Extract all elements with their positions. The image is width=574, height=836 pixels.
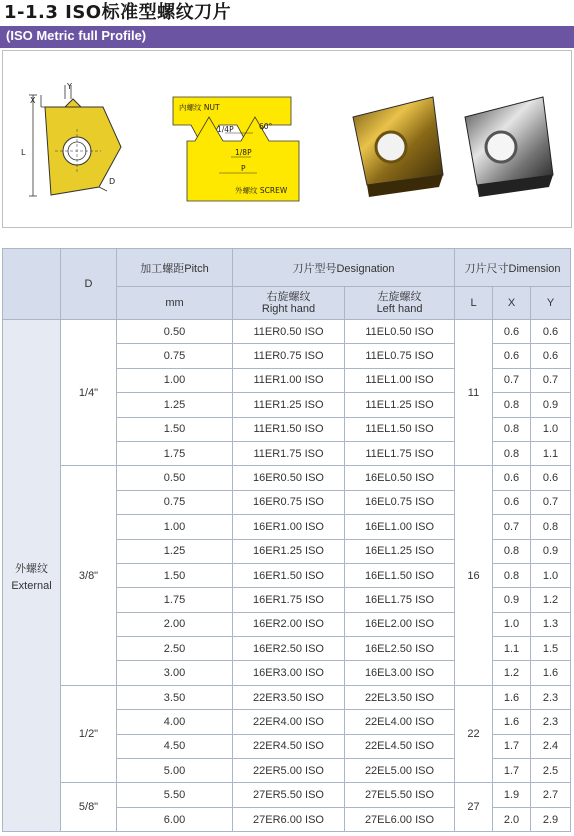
right-hand-cell: 11ER1.00 ISO xyxy=(233,368,345,392)
left-hand-cell: 16EL2.50 ISO xyxy=(345,637,455,661)
silver-insert-image xyxy=(465,97,553,197)
left-hand-cell: 16EL1.75 ISO xyxy=(345,588,455,612)
left-hand-cell: 16EL0.75 ISO xyxy=(345,490,455,514)
right-hand-cell: 11ER1.50 ISO xyxy=(233,417,345,441)
right-hand-cell: 11ER0.75 ISO xyxy=(233,344,345,368)
header-left-hand: 左旋螺纹 Left hand xyxy=(345,287,455,320)
specification-table xyxy=(2,248,571,832)
x-cell: 0.8 xyxy=(493,441,531,465)
right-hand-cell: 16ER1.50 ISO xyxy=(233,563,345,587)
x-cell: 1.1 xyxy=(493,637,531,661)
left-hand-cell: 22EL5.00 ISO xyxy=(345,759,455,783)
right-hand-cell: 11ER0.50 ISO xyxy=(233,320,345,344)
eighth-p-label: 1/8P xyxy=(235,148,252,157)
header-right-hand: 右旋螺纹 Right hand xyxy=(233,287,345,320)
y-cell: 1.6 xyxy=(531,661,571,685)
figure-svg xyxy=(3,51,571,227)
header-l: L xyxy=(455,287,493,320)
right-hand-cell: 22ER4.50 ISO xyxy=(233,734,345,758)
p-label: P xyxy=(241,164,246,173)
y-cell: 0.9 xyxy=(531,393,571,417)
left-hand-cell: 11EL0.50 ISO xyxy=(345,320,455,344)
y-cell: 2.5 xyxy=(531,759,571,783)
y-cell: 1.0 xyxy=(531,417,571,441)
x-cell: 0.6 xyxy=(493,490,531,514)
x-cell: 0.9 xyxy=(493,588,531,612)
x-cell: 1.7 xyxy=(493,759,531,783)
y-cell: 0.9 xyxy=(531,539,571,563)
angle-label: 60° xyxy=(259,122,273,131)
y-cell: 0.6 xyxy=(531,466,571,490)
y-cell: 0.8 xyxy=(531,515,571,539)
pitch-cell: 0.50 xyxy=(117,466,233,490)
dim-d-label: D xyxy=(109,177,116,186)
y-cell: 2.7 xyxy=(531,783,571,807)
d-size-cell: 5/8" xyxy=(61,783,117,832)
pitch-cell: 6.00 xyxy=(117,807,233,831)
y-cell: 1.2 xyxy=(531,588,571,612)
x-cell: 1.2 xyxy=(493,661,531,685)
x-cell: 1.9 xyxy=(493,783,531,807)
left-hand-cell: 11EL1.00 ISO xyxy=(345,368,455,392)
dim-x-label: X xyxy=(30,96,36,105)
header-dimension: 刀片尺寸Dimension xyxy=(455,249,571,287)
x-cell: 2.0 xyxy=(493,807,531,831)
y-cell: 0.7 xyxy=(531,490,571,514)
pitch-cell: 0.75 xyxy=(117,344,233,368)
d-size-cell: 3/8" xyxy=(61,466,117,686)
y-cell: 2.9 xyxy=(531,807,571,831)
d-size-cell: 1/4" xyxy=(61,320,117,466)
left-hand-cell: 11EL1.50 ISO xyxy=(345,417,455,441)
y-cell: 0.6 xyxy=(531,320,571,344)
right-hand-cell: 16ER1.75 ISO xyxy=(233,588,345,612)
table-row xyxy=(3,783,571,807)
nut-label: 内螺纹 NUT xyxy=(179,103,220,112)
l-size-cell: 27 xyxy=(455,783,493,832)
pitch-cell: 1.00 xyxy=(117,515,233,539)
table-row xyxy=(3,685,571,709)
y-cell: 1.0 xyxy=(531,563,571,587)
left-hand-cell: 16EL1.00 ISO xyxy=(345,515,455,539)
thread-type-cell xyxy=(3,320,61,832)
x-cell: 0.8 xyxy=(493,539,531,563)
x-cell: 1.7 xyxy=(493,734,531,758)
header-mm: mm xyxy=(117,287,233,320)
pitch-cell: 1.75 xyxy=(117,588,233,612)
left-hand-cell: 16EL1.50 ISO xyxy=(345,563,455,587)
l-size-cell: 11 xyxy=(455,320,493,466)
x-cell: 0.8 xyxy=(493,563,531,587)
figure-panel xyxy=(2,50,572,228)
insert-dimension-drawing xyxy=(21,82,121,196)
left-hand-cell: 22EL4.50 ISO xyxy=(345,734,455,758)
pitch-cell: 1.25 xyxy=(117,539,233,563)
l-size-cell: 22 xyxy=(455,685,493,783)
header-x: X xyxy=(493,287,531,320)
left-hand-cell: 27EL5.50 ISO xyxy=(345,783,455,807)
x-cell: 0.6 xyxy=(493,320,531,344)
gold-insert-image xyxy=(353,97,443,197)
pitch-cell: 0.50 xyxy=(117,320,233,344)
y-cell: 1.5 xyxy=(531,637,571,661)
right-hand-cell: 22ER4.00 ISO xyxy=(233,710,345,734)
y-cell: 1.1 xyxy=(531,441,571,465)
header-d: D xyxy=(61,249,117,320)
left-hand-cell: 22EL3.50 ISO xyxy=(345,685,455,709)
pitch-cell: 4.00 xyxy=(117,710,233,734)
right-hand-cell: 11ER1.75 ISO xyxy=(233,441,345,465)
screw-label: 外螺纹 SCREW xyxy=(235,186,288,195)
left-hand-cell: 11EL1.75 ISO xyxy=(345,441,455,465)
thread-profile-diagram xyxy=(173,97,299,201)
header-pitch: 加工螺距Pitch xyxy=(117,249,233,287)
pitch-cell: 5.50 xyxy=(117,783,233,807)
d-size-cell: 1/2" xyxy=(61,685,117,783)
y-cell: 0.6 xyxy=(531,344,571,368)
type-en: External xyxy=(11,579,52,592)
x-cell: 1.6 xyxy=(493,685,531,709)
pitch-cell: 3.00 xyxy=(117,661,233,685)
right-hand-cell: 27ER6.00 ISO xyxy=(233,807,345,831)
left-hand-cell: 27EL6.00 ISO xyxy=(345,807,455,831)
left-hand-cell: 16EL3.00 ISO xyxy=(345,661,455,685)
left-hand-cell: 16EL1.25 ISO xyxy=(345,539,455,563)
left-hand-cell: 11EL0.75 ISO xyxy=(345,344,455,368)
pitch-cell: 1.75 xyxy=(117,441,233,465)
type-cn: 外螺纹 xyxy=(15,562,48,575)
x-cell: 0.7 xyxy=(493,515,531,539)
table-body xyxy=(3,320,571,832)
y-cell: 2.3 xyxy=(531,685,571,709)
header-type-blank xyxy=(3,249,61,320)
right-hand-cell: 16ER0.50 ISO xyxy=(233,466,345,490)
pitch-cell: 1.25 xyxy=(117,393,233,417)
pitch-cell: 4.50 xyxy=(117,734,233,758)
banner-text: (ISO Metric full Profile) xyxy=(6,28,147,43)
pitch-cell: 2.50 xyxy=(117,637,233,661)
x-cell: 1.6 xyxy=(493,710,531,734)
x-cell: 0.6 xyxy=(493,344,531,368)
left-hand-cell: 22EL4.00 ISO xyxy=(345,710,455,734)
y-cell: 2.3 xyxy=(531,710,571,734)
l-size-cell: 16 xyxy=(455,466,493,686)
dim-l-label: L xyxy=(21,148,26,157)
right-hand-cell: 22ER5.00 ISO xyxy=(233,759,345,783)
right-hand-cell: 16ER0.75 ISO xyxy=(233,490,345,514)
x-cell: 0.8 xyxy=(493,417,531,441)
pitch-cell: 5.00 xyxy=(117,759,233,783)
x-cell: 0.8 xyxy=(493,393,531,417)
pitch-cell: 1.50 xyxy=(117,563,233,587)
y-cell: 2.4 xyxy=(531,734,571,758)
dim-y-label: Y xyxy=(67,82,72,91)
quarter-p-label: 1/4P xyxy=(217,125,234,134)
pitch-cell: 2.00 xyxy=(117,612,233,636)
left-hand-cell: 11EL1.25 ISO xyxy=(345,393,455,417)
right-hand-cell: 27ER5.50 ISO xyxy=(233,783,345,807)
y-cell: 0.7 xyxy=(531,368,571,392)
section-banner xyxy=(0,26,574,48)
right-hand-cell: 16ER2.50 ISO xyxy=(233,637,345,661)
right-hand-cell: 16ER1.00 ISO xyxy=(233,515,345,539)
left-hand-cell: 16EL2.00 ISO xyxy=(345,612,455,636)
pitch-cell: 3.50 xyxy=(117,685,233,709)
x-cell: 0.6 xyxy=(493,466,531,490)
right-hand-cell: 11ER1.25 ISO xyxy=(233,393,345,417)
header-designation: 刀片型号Designation xyxy=(233,249,455,287)
right-hand-cell: 16ER2.00 ISO xyxy=(233,612,345,636)
pitch-cell: 1.00 xyxy=(117,368,233,392)
left-hand-cell: 16EL0.50 ISO xyxy=(345,466,455,490)
right-hand-cell: 22ER3.50 ISO xyxy=(233,685,345,709)
table-row xyxy=(3,466,571,490)
x-cell: 0.7 xyxy=(493,368,531,392)
table-row xyxy=(3,320,571,344)
section-title: 1-1.3 ISO标准型螺纹刀片 xyxy=(4,2,232,23)
header-y: Y xyxy=(531,287,571,320)
x-cell: 1.0 xyxy=(493,612,531,636)
pitch-cell: 1.50 xyxy=(117,417,233,441)
pitch-cell: 0.75 xyxy=(117,490,233,514)
right-hand-cell: 16ER1.25 ISO xyxy=(233,539,345,563)
right-hand-cell: 16ER3.00 ISO xyxy=(233,661,345,685)
y-cell: 1.3 xyxy=(531,612,571,636)
